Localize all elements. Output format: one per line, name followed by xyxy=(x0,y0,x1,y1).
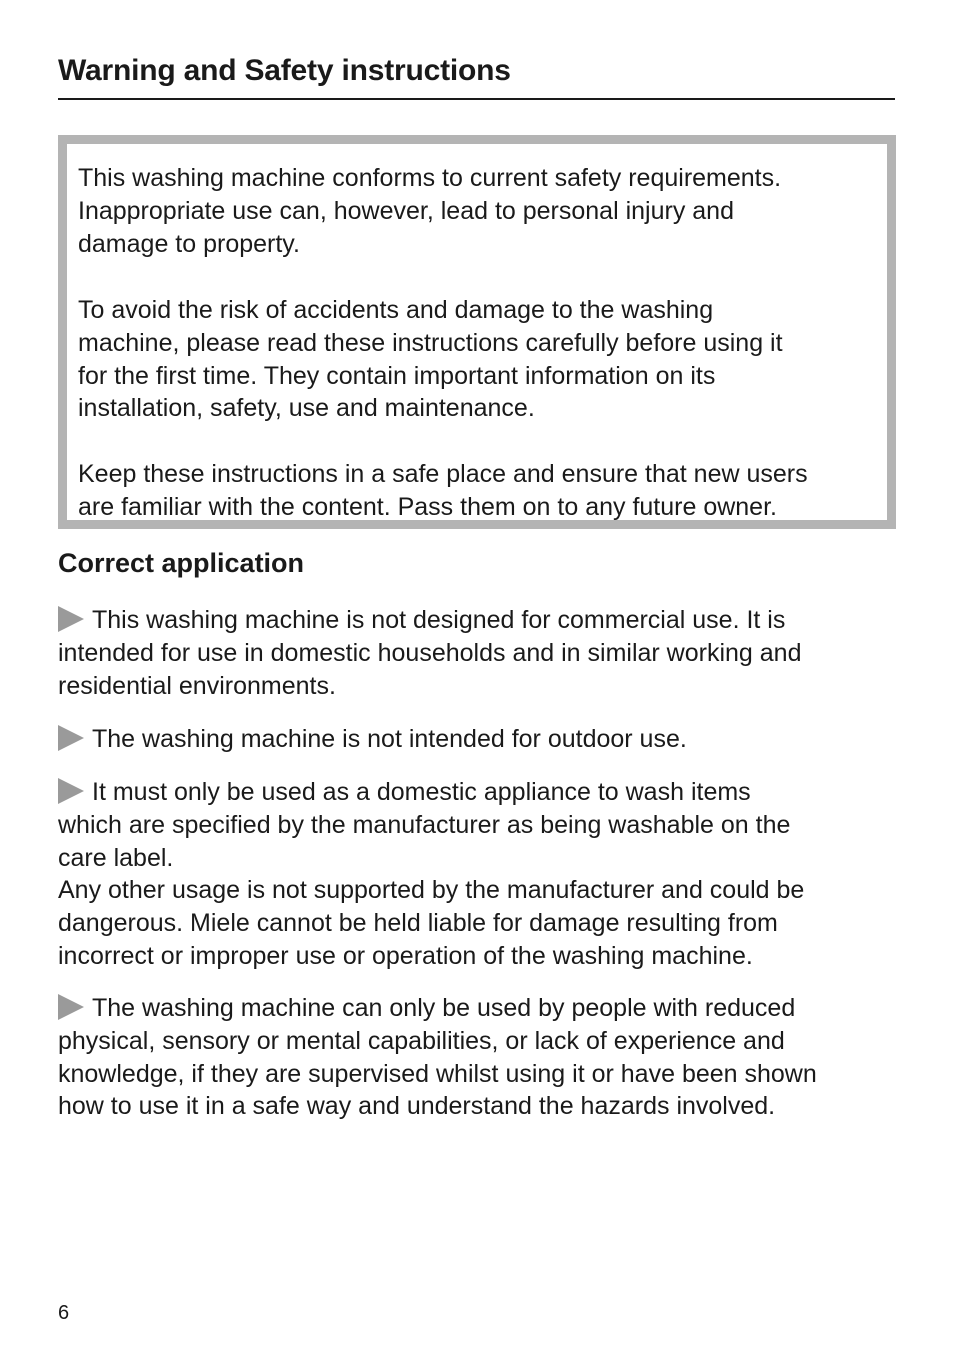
notice-paragraph: To avoid the risk of accidents and damage to the washing machine, please read these instructions carefully before using it for the first time. They contain important information on its installation, safety, use and maintenance. xyxy=(78,296,783,423)
bullet-item xyxy=(58,723,918,756)
triangle-right-icon xyxy=(58,606,84,632)
triangle-right-icon xyxy=(58,994,84,1020)
section-heading: Correct application xyxy=(58,548,305,578)
bullet-text: This washing machine is not designed for commercial use. It is intended for use in domestic households and in similar working and residential environments. xyxy=(58,606,802,700)
bullet-item xyxy=(58,604,918,702)
triangle-right-icon xyxy=(58,778,84,804)
page-header xyxy=(58,50,895,100)
safety-notice-box xyxy=(58,135,896,529)
page-title: Warning and Safety instructions xyxy=(58,54,511,87)
bullet-text: The washing machine is not intended for outdoor use. xyxy=(92,725,687,753)
bullet-item xyxy=(58,776,918,973)
notice-paragraph: This washing machine conforms to current safety requirements. Inappropriate use can, however, lead to personal injury and damage to property. xyxy=(78,164,782,258)
notice-paragraph: Keep these instructions in a safe place and ensure that new users are familiar with the content. Pass them on to any future owner. xyxy=(78,460,808,521)
bullet-text: It must only be used as a domestic appliance to wash items which are specified by the manufacturer as being washable on the care label. Any other usage is not supported by the manufacturer and could be dangerous. Miele cannot be held liable for damage resulting from incorrect or improper use or operation of the washing machine. xyxy=(58,778,805,970)
bullet-item xyxy=(58,992,918,1123)
bullet-text: The washing machine can only be used by people with reduced physical, sensory or mental capabilities, or lack of experience and knowledge, if they are supervised whilst using it or have been shown how to use it in a safe way and understand the hazards involved. xyxy=(58,994,817,1121)
page-number: 6 xyxy=(58,1302,70,1324)
triangle-right-icon xyxy=(58,725,84,751)
